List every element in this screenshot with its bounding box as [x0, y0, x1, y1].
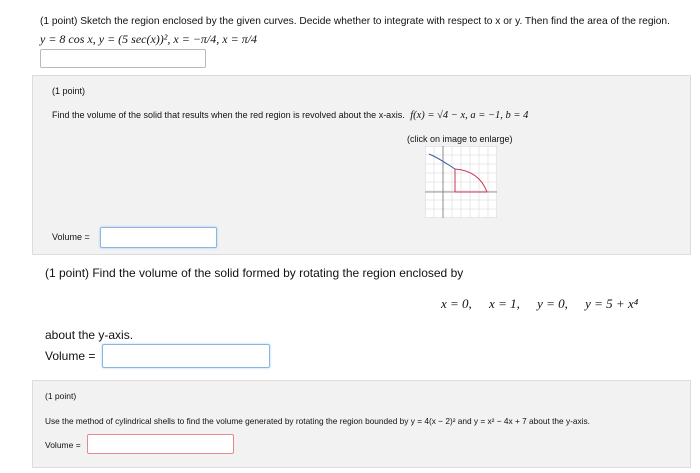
bound-y-curve: y = 5 + x⁴ — [585, 296, 639, 311]
problem3-prompt: (1 point) Find the volume of the solid formed by rotating the region enclosed by — [45, 266, 464, 280]
problem3-volume-label: Volume = — [45, 349, 96, 363]
image-caption: (click on image to enlarge) — [407, 134, 513, 144]
problem2-points: (1 point) — [52, 86, 86, 96]
problem4-volume-label: Volume = — [45, 440, 81, 450]
problem2-volume-label: Volume = — [52, 232, 90, 242]
problem3-axis-text: about the y-axis. — [45, 328, 134, 342]
problem4-points: (1 point) — [45, 391, 77, 401]
problem1-equation: y = 8 cos x, y = (5 sec(x))², x = −π/4, x = π/4 — [40, 32, 258, 46]
problem3-volume-input[interactable] — [102, 344, 270, 368]
problem1-prompt: (1 point) Sketch the region enclosed by the given curves. Decide whether to integrate with respect to x or y. Then find the area of the region. — [40, 16, 670, 27]
region-graph-thumbnail[interactable] — [425, 146, 497, 218]
problem2-function: f(x) = √4 − x, a = −1, b = 4 — [410, 110, 529, 121]
problem2-text — [52, 110, 528, 121]
problem2-question: Find the volume of the solid that results when the red region is revolved about the x-axis. — [52, 110, 405, 120]
problem4-volume-input[interactable] — [87, 434, 234, 454]
problem3-bounds — [441, 296, 638, 312]
bound-x0: x = 0, — [441, 296, 472, 311]
problem4-text: Use the method of cylindrical shells to find the volume generated by rotating the region bounded by y = 4(x − 2)² and y = x² − 4x + 7 about the y-axis. — [45, 416, 590, 426]
problem1-answer-input[interactable] — [40, 49, 206, 68]
bound-y0: y = 0, — [537, 296, 568, 311]
bound-x1: x = 1, — [489, 296, 520, 311]
problem2-volume-input[interactable] — [100, 227, 217, 248]
